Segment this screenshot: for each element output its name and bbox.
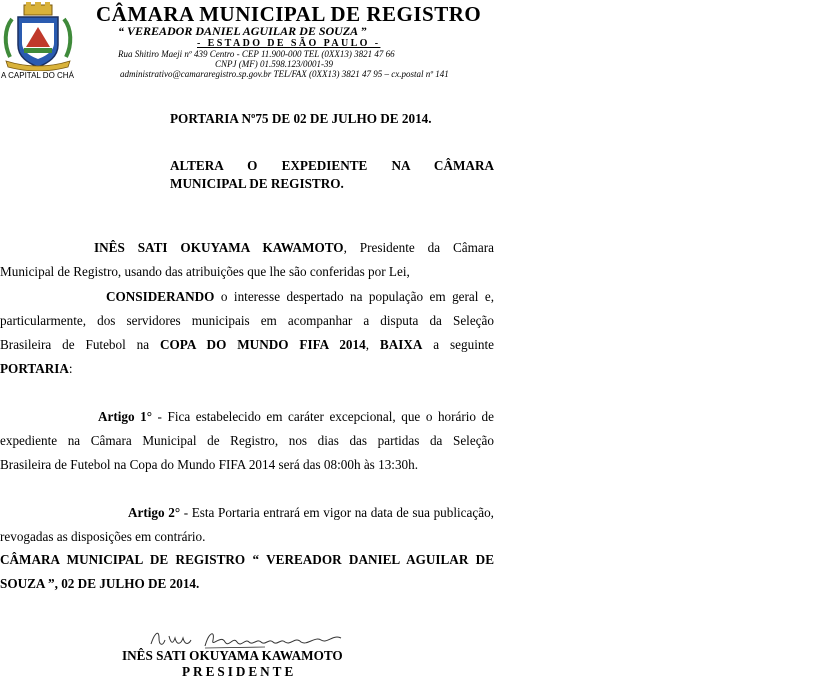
artigo-2-line: Artigo 2° - Esta Portaria entrará em vigor na data de sua publicação,: [128, 505, 494, 520]
portaria-title: PORTARIA Nº75 DE 02 DE JULHO DE 2014.: [170, 111, 432, 126]
signer-role: PRESIDENTE: [182, 664, 297, 679]
artigo-2-line: revogadas as disposições em contrário.: [0, 529, 206, 544]
artigo-1-line: Brasileira de Futebol na Copa do Mundo FIFA 2014 será das 08:00h às 13:30h.: [0, 457, 419, 472]
considerando-line: Brasileira de Futebol na COPA DO MUNDO FIFA 2014, BAIXA a seguinte: [0, 337, 494, 352]
closing-line: SOUZA ”, 02 DE JULHO DE 2014.: [0, 576, 200, 591]
intro-paragraph-line: Municipal de Registro, usando das atribuições que lhe são conferidas por Lei,: [0, 264, 410, 279]
signer-name: INÊS SATI OKUYAMA KAWAMOTO: [122, 648, 343, 663]
ementa-line: ALTERA O EXPEDIENTE NA CÂMARA: [170, 158, 494, 173]
considerando-line: particularmente, dos servidores municipais em acompanhar a disputa da Seleção: [0, 313, 494, 328]
intro-paragraph-line: INÊS SATI OKUYAMA KAWAMOTO, Presidente da Câmara: [94, 240, 495, 255]
president-name: INÊS SATI OKUYAMA KAWAMOTO: [94, 240, 344, 255]
cnpj-line: CNPJ (MF) 01.598.123/0001-39: [215, 59, 333, 69]
organization-state: - ESTADO DE SÃO PAULO -: [197, 38, 381, 49]
artigo-1-line: expediente na Câmara Municipal de Registro, nos dias das partidas da Seleção: [0, 433, 494, 448]
considerando-line: CONSIDERANDO o interesse despertado na população em geral e,: [106, 289, 494, 304]
artigo-1-line: Artigo 1° - Fica estabelecido em caráter excepcional, que o horário de: [98, 409, 494, 424]
ementa-line: MUNICIPAL DE REGISTRO.: [170, 176, 344, 191]
organization-title: CÂMARA MUNICIPAL DE REGISTRO: [96, 2, 482, 26]
address-line: Rua Shitiro Maeji nº 439 Centro - CEP 11.900-000 TEL (0XX13) 3821 47 66: [118, 49, 395, 59]
considerando-line: PORTARIA:: [0, 361, 73, 376]
organization-subtitle: “ VEREADOR DANIEL AGUILAR DE SOUZA ”: [118, 24, 367, 38]
contact-line: administrativo@camararegistro.sp.gov.br TEL/FAX (0XX13) 3821 47 95 – cx.postal nº 141: [120, 69, 449, 79]
crest-caption: A CAPITAL DO CHÁ: [1, 71, 74, 80]
closing-line: CÂMARA MUNICIPAL DE REGISTRO “ VEREADOR DANIEL AGUILAR DE: [0, 552, 494, 567]
city-crest-logo: [2, 1, 74, 71]
